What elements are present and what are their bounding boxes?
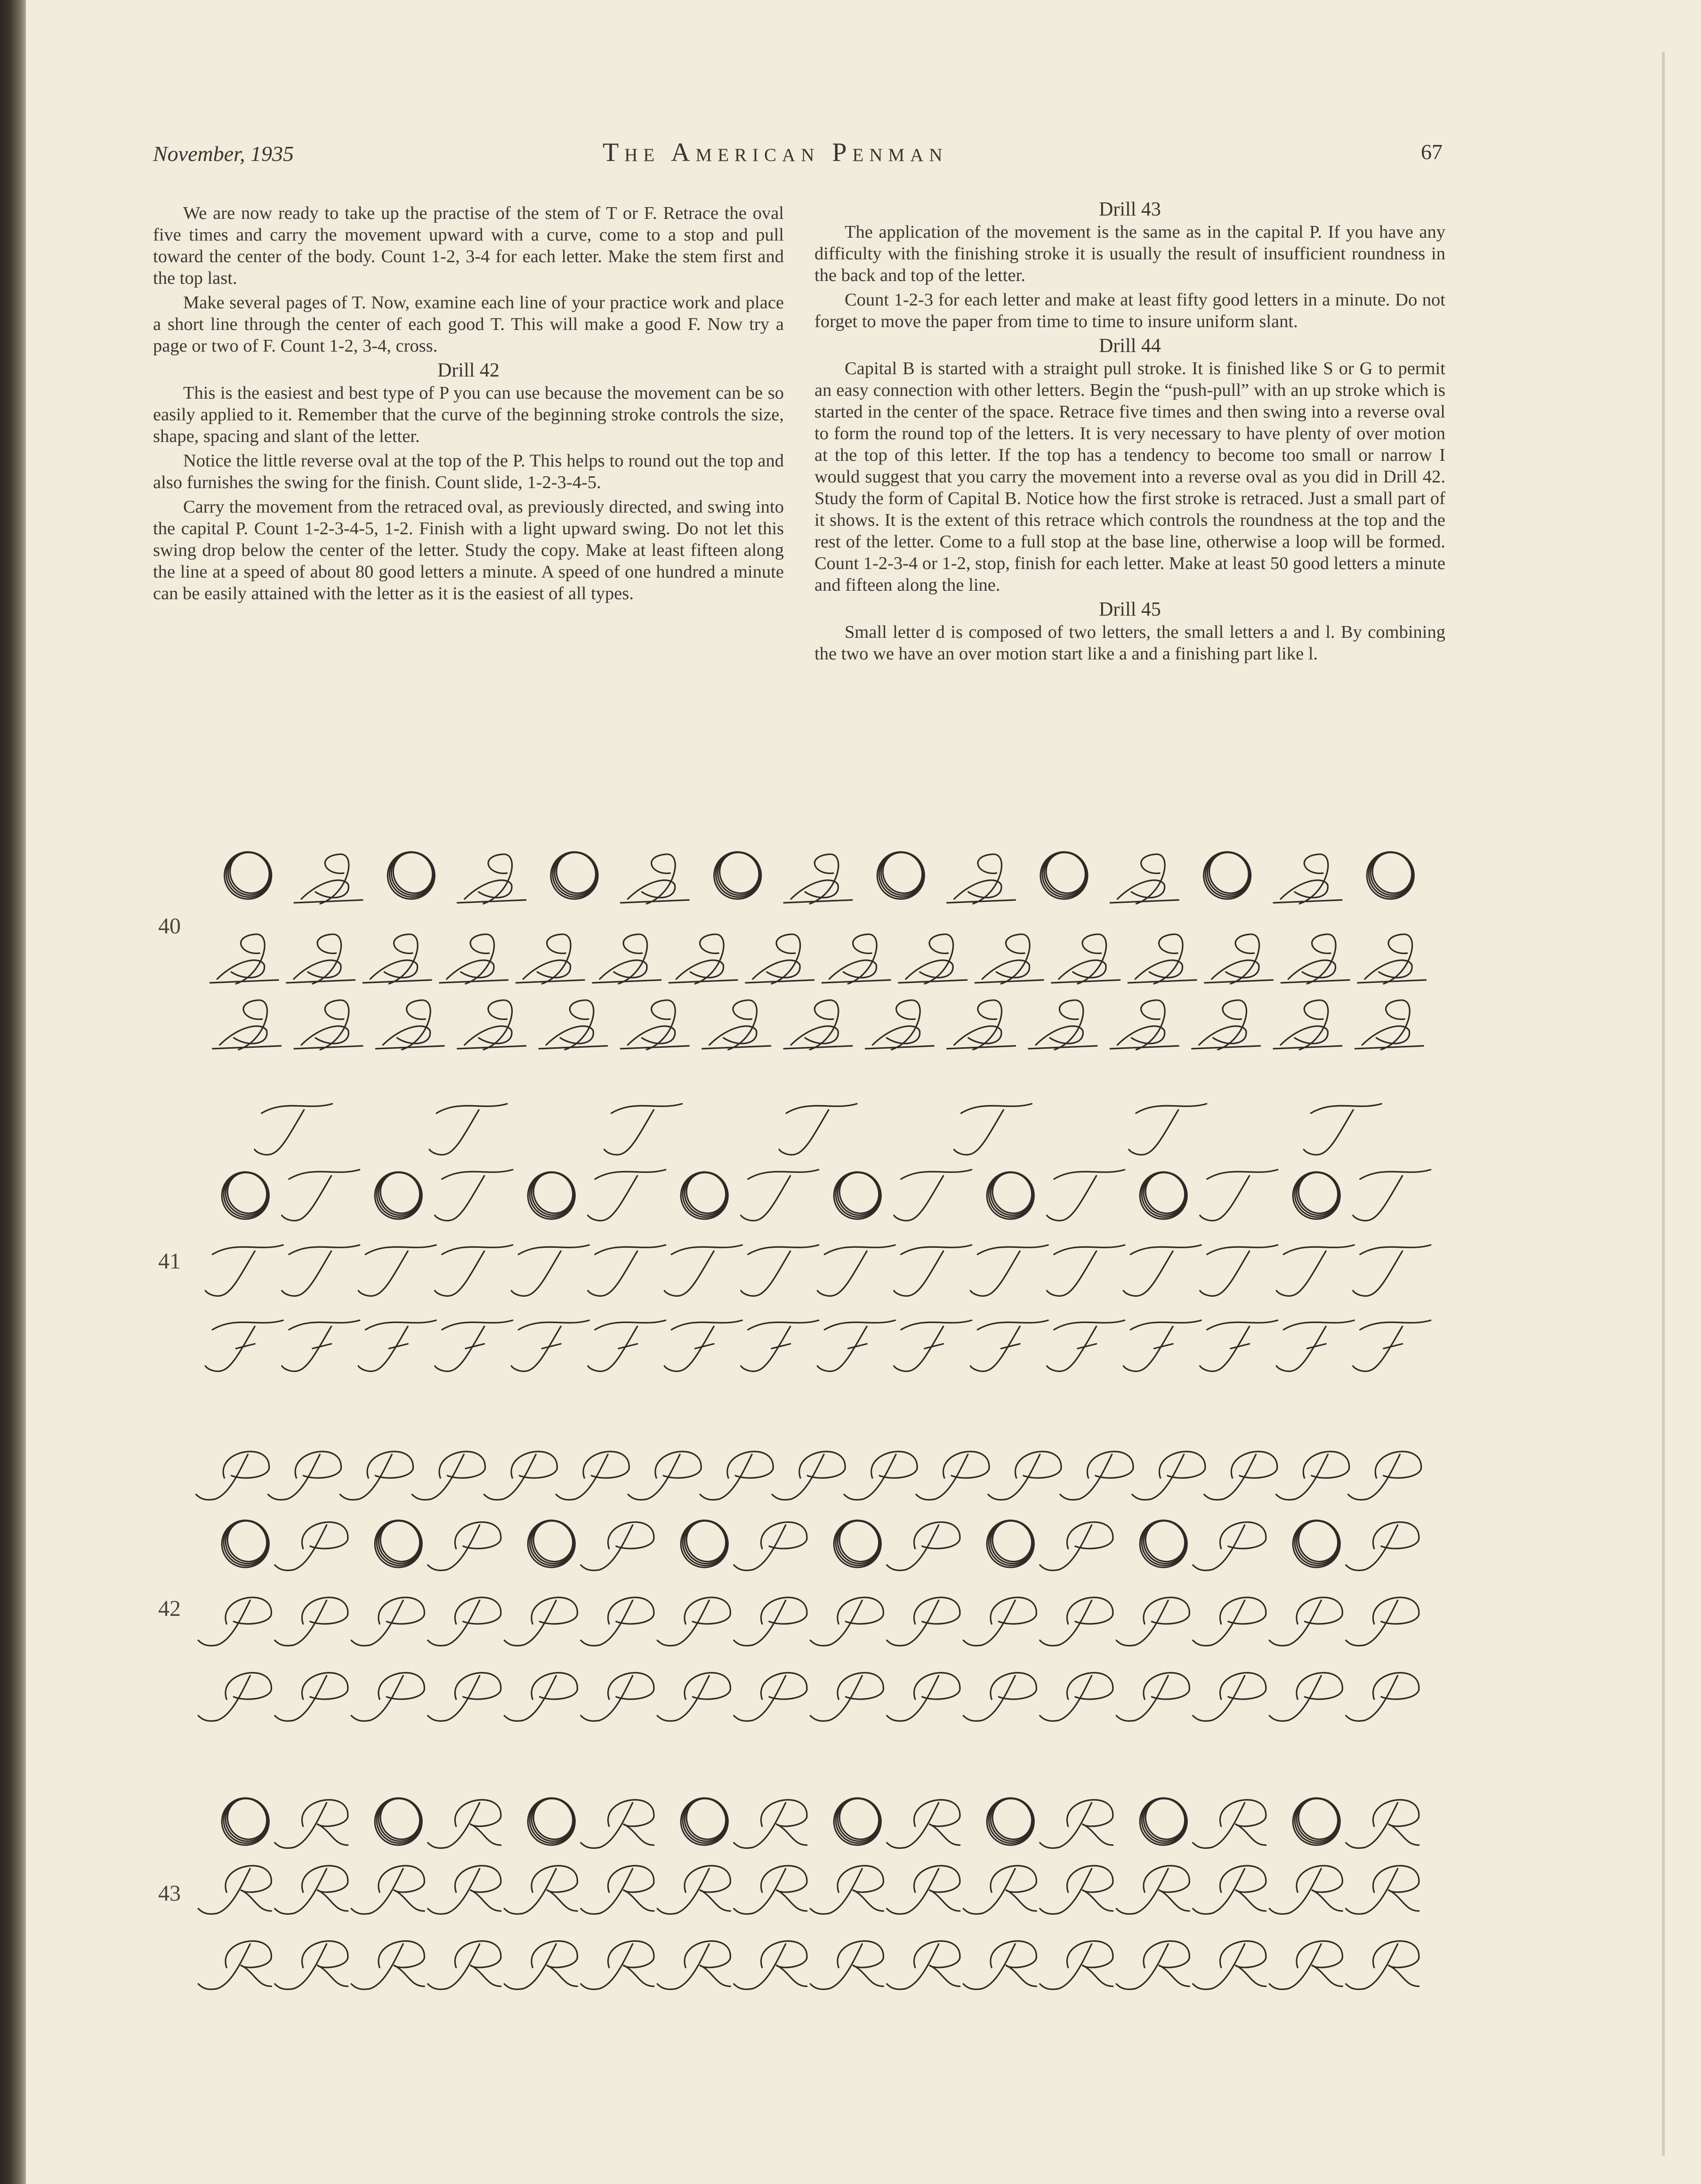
script-row xyxy=(210,934,1426,984)
script-row xyxy=(216,843,1422,908)
page-number: 67 xyxy=(1421,140,1443,164)
paragraph: Notice the little reverse oval at the top of the P. This helps to round out the top and also furnishes the swing for the finish. Count slide, 1-2-3-4-5. xyxy=(153,451,784,492)
plate-number: 43 xyxy=(158,1881,181,1906)
script-row xyxy=(213,1000,1424,1050)
script-row xyxy=(196,1452,1421,1500)
script-row xyxy=(255,1104,1382,1155)
drill-heading: Drill 43 xyxy=(1099,199,1161,220)
script-row xyxy=(213,1512,1419,1576)
magazine-title: The American Penman xyxy=(603,138,948,167)
paragraph: We are now ready to take up the practise of the stem of T or F. Retrace the oval five times and carry the movement upward with a curve, come to a stop and pull toward the center of the body. Count 1-2, 3-4 for each letter. Make the stem first and the top last. xyxy=(153,203,784,288)
paragraph: This is the easiest and best type of P you can use because the movement can be so easily applied to it. Remember that the curve of the beginning stroke controls the size, shape, spacing and slant of the letter. xyxy=(153,383,784,446)
drill-heading: Drill 42 xyxy=(437,360,500,381)
script-row xyxy=(198,1598,1419,1646)
script-row xyxy=(213,1790,1419,1854)
paragraph: Carry the movement from the retraced oval, as previously directed, and swing into the capital P. Count 1-2-3-4-5, 1-2. Finish with a light upward swing. Do not let this swing drop below the center of the letter. Study the copy. Make at least fifteen along the line at a speed of about 80 good letters a minute. A speed of one hundred a minute can be easily attained with the letter as it is the easiest of all types. xyxy=(153,497,784,603)
paragraph: Count 1-2-3 for each letter and make at least fifty good letters in a minute. Do not forget to move the paper from time to time to insure uniform slant. xyxy=(814,290,1445,331)
issue-date: November, 1935 xyxy=(153,142,294,166)
script-row xyxy=(198,1673,1419,1721)
drill-heading: Drill 45 xyxy=(1099,599,1161,620)
script-row xyxy=(205,1320,1431,1371)
paragraph: Capital B is started with a straight pull stroke. It is finished like S or G to permit an easy connection with other letters. Begin the “push-pull” with an up stroke which is started in the center of the space. Retrace five times and then swing into a reverse oval to form the round top of the letters. It is very necessary to have plenty of over motion at the top of this letter. If the top has a tendency to become too small or narrow I would suggest that you carry the movement into a reverse oval as you did in Drill 42. Study the form of Capital B. Notice how the first stroke is retraced. Just a small part of it shows. It is the extent of this retrace which controls the roundness at the top and the rest of the letter. Come to a full stop at the base line, otherwise a loop will be formed. Count 1-2-3-4 or 1-2, stop, finish for each letter. Make at least 50 good letters a minute and fifteen along the line. xyxy=(814,359,1445,595)
plate-number: 41 xyxy=(158,1249,181,1274)
drill-heading: Drill 44 xyxy=(1099,335,1161,357)
script-row xyxy=(198,1941,1419,1990)
paragraph: The application of the movement is the same as in the capital P. If you have any difficulty with the finishing stroke it is usually the result of insufficient roundness in the back and top of the letter. xyxy=(814,222,1445,285)
paragraph: Small letter d is composed of two letters, the small letters a and l. By combining the two we have an over motion start like a and a finishing part like l. xyxy=(814,622,1445,664)
plate-number: 42 xyxy=(158,1596,181,1621)
plate-number: 40 xyxy=(158,914,181,939)
paragraph: Make several pages of T. Now, examine each line of your practice work and place a short line through the center of each good T. This will make a good F. Now try a page or two of F. Count 1-2, 3-4, cross. xyxy=(153,293,784,356)
script-row xyxy=(205,1245,1431,1296)
script-row xyxy=(213,1164,1431,1228)
script-row xyxy=(198,1866,1419,1914)
